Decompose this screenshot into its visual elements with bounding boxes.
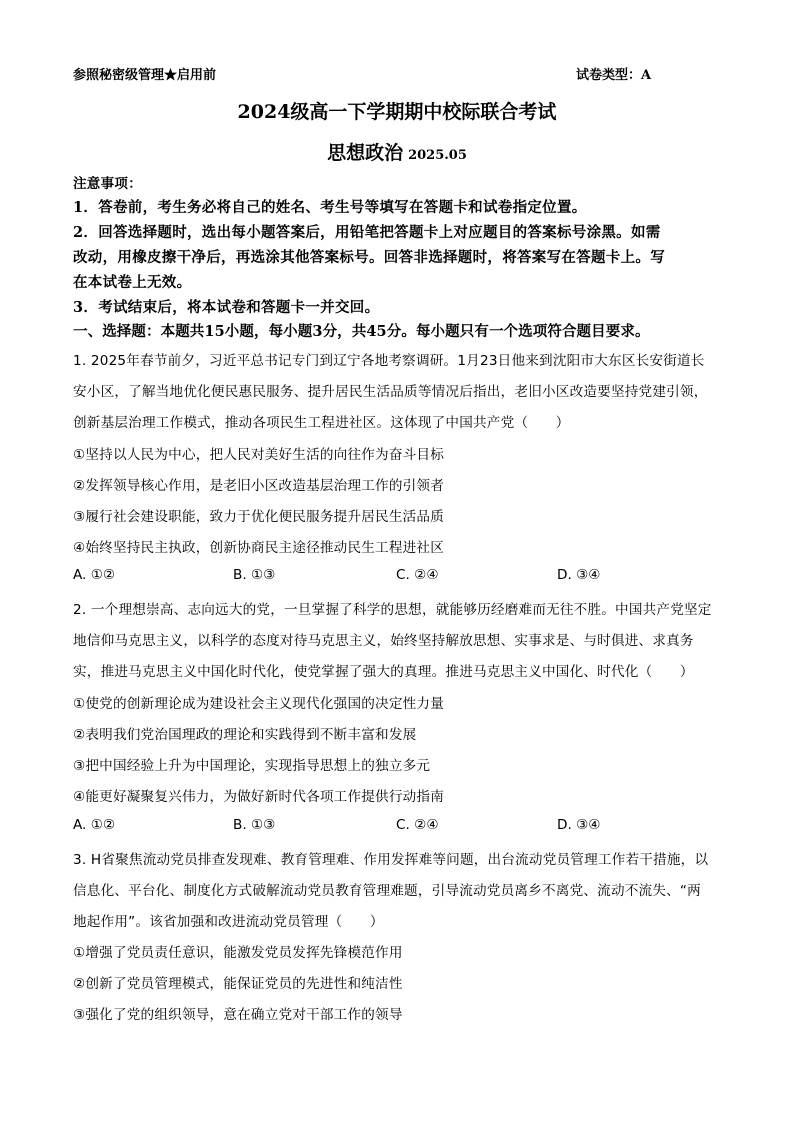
paper-type-label: 试卷类型：A xyxy=(576,68,652,83)
question-1-choice-a: A. ①② xyxy=(73,567,116,583)
question-3-stem: 3. H省聚焦流动党员排查发现难、教育管理难、作用发挥难等问题，出台流动党员管理工作若干措施，以 xyxy=(73,852,709,868)
question-3-item: ①增强了党员责任意识，能激发党员发挥先锋模范作用 xyxy=(73,945,403,961)
question-1-choice-d: D. ③④ xyxy=(557,567,601,583)
notice-line: 改动，用橡皮擦干净后，再选涂其他答案标号。回答非选择题时，将答案写在答题卡上。写 xyxy=(73,249,665,266)
question-2-stem: 2. 一个理想崇高、志向远大的党，一旦掌握了科学的思想，就能够历经磨难而无往不胜。中国共产党坚定 xyxy=(73,602,712,618)
question-2-stem: 地信仰马克思主义，以科学的态度对待马克思主义，始终坚持解放思想、实事求是、与时俱进、求真务 xyxy=(73,633,694,649)
notice-line: 1．答卷前，考生务必将自己的姓名、考生号等填写在答题卡和试卷指定位置。 xyxy=(73,199,587,216)
question-2-choice-b: B. ①③ xyxy=(233,817,276,833)
subject-line xyxy=(0,138,794,165)
question-2-item: ②表明我们党治国理政的理论和实践得到不断丰富和发展 xyxy=(73,727,417,743)
question-2-stem: 实，推进马克思主义中国化时代化，使党掌握了强大的真理。推进马克思主义中国化、时代化（ ） xyxy=(73,664,694,680)
question-1-stem: 1. 2025年春节前夕，习近平总书记专门到辽宁各地考察调研。1月23日他来到沈阳市大东区长安街道长 xyxy=(73,353,705,369)
question-3-stem: 信息化、平台化、制度化方式破解流动党员教育管理难题，引导流动党员离乡不离党、流动不流失、“两 xyxy=(73,883,701,899)
exam-date: 2025.05 xyxy=(408,148,467,163)
notice-heading: 注意事项： xyxy=(73,176,142,192)
notice-line: 2．回答选择题时，选出每小题答案后，用铅笔把答题卡上对应题目的答案标号涂黑。如需 xyxy=(73,224,661,241)
question-1-choice-c: C. ②④ xyxy=(396,567,439,583)
exam-title: 2024级高一下学期期中校际联合考试 xyxy=(237,101,557,123)
question-3-item: ③强化了党的组织领导，意在确立党对干部工作的领导 xyxy=(73,1007,403,1023)
question-1-stem: 创新基层治理工作模式，推动各项民生工程进社区。这体现了中国共产党（ ） xyxy=(73,415,570,431)
question-1-stem: 安小区，了解当地优化便民惠民服务、提升居民生活品质等情况后指出，老旧小区改造要坚持党建引领， xyxy=(73,384,708,400)
question-2-choice-d: D. ③④ xyxy=(557,817,601,833)
confidential-label: 参照秘密级管理★启用前 xyxy=(73,68,217,83)
subject-title: 思想政治 xyxy=(327,142,404,164)
question-2-item: ①使党的创新理论成为建设社会主义现代化强国的决定性力量 xyxy=(73,696,445,712)
question-3-item: ②创新了党员管理模式，能保证党员的先进性和纯洁性 xyxy=(73,976,403,992)
question-1-item: ①坚持以人民为中心，把人民对美好生活的向往作为奋斗目标 xyxy=(73,447,445,463)
notice-line: 3．考试结束后，将本试卷和答题卡一并交回。 xyxy=(73,299,380,316)
question-2-choice-a: A. ①② xyxy=(73,817,116,833)
section-heading: 一、选择题：本题共15小题，每小题3分，共45分。每小题只有一个选项符合题目要求。 xyxy=(73,323,650,340)
question-1-item: ③履行社会建设职能，致力于优化便民服务提升居民生活品质 xyxy=(73,509,445,525)
question-1-choice-b: B. ①③ xyxy=(233,567,276,583)
notice-line: 在本试卷上无效。 xyxy=(73,274,192,291)
question-1-item: ②发挥领导核心作用，是老旧小区改造基层治理工作的引领者 xyxy=(73,478,445,494)
question-2-choice-c: C. ②④ xyxy=(396,817,439,833)
question-3-stem: 地起作用”。该省加强和改进流动党员管理（ ） xyxy=(73,914,384,930)
question-1-item: ④始终坚持民主执政，创新协商民主途径推动民生工程进社区 xyxy=(73,540,445,556)
question-2-item: ④能更好凝聚复兴伟力，为做好新时代各项工作提供行动指南 xyxy=(73,789,445,805)
question-2-item: ③把中国经验上升为中国理论，实现指导思想上的独立多元 xyxy=(73,758,431,774)
